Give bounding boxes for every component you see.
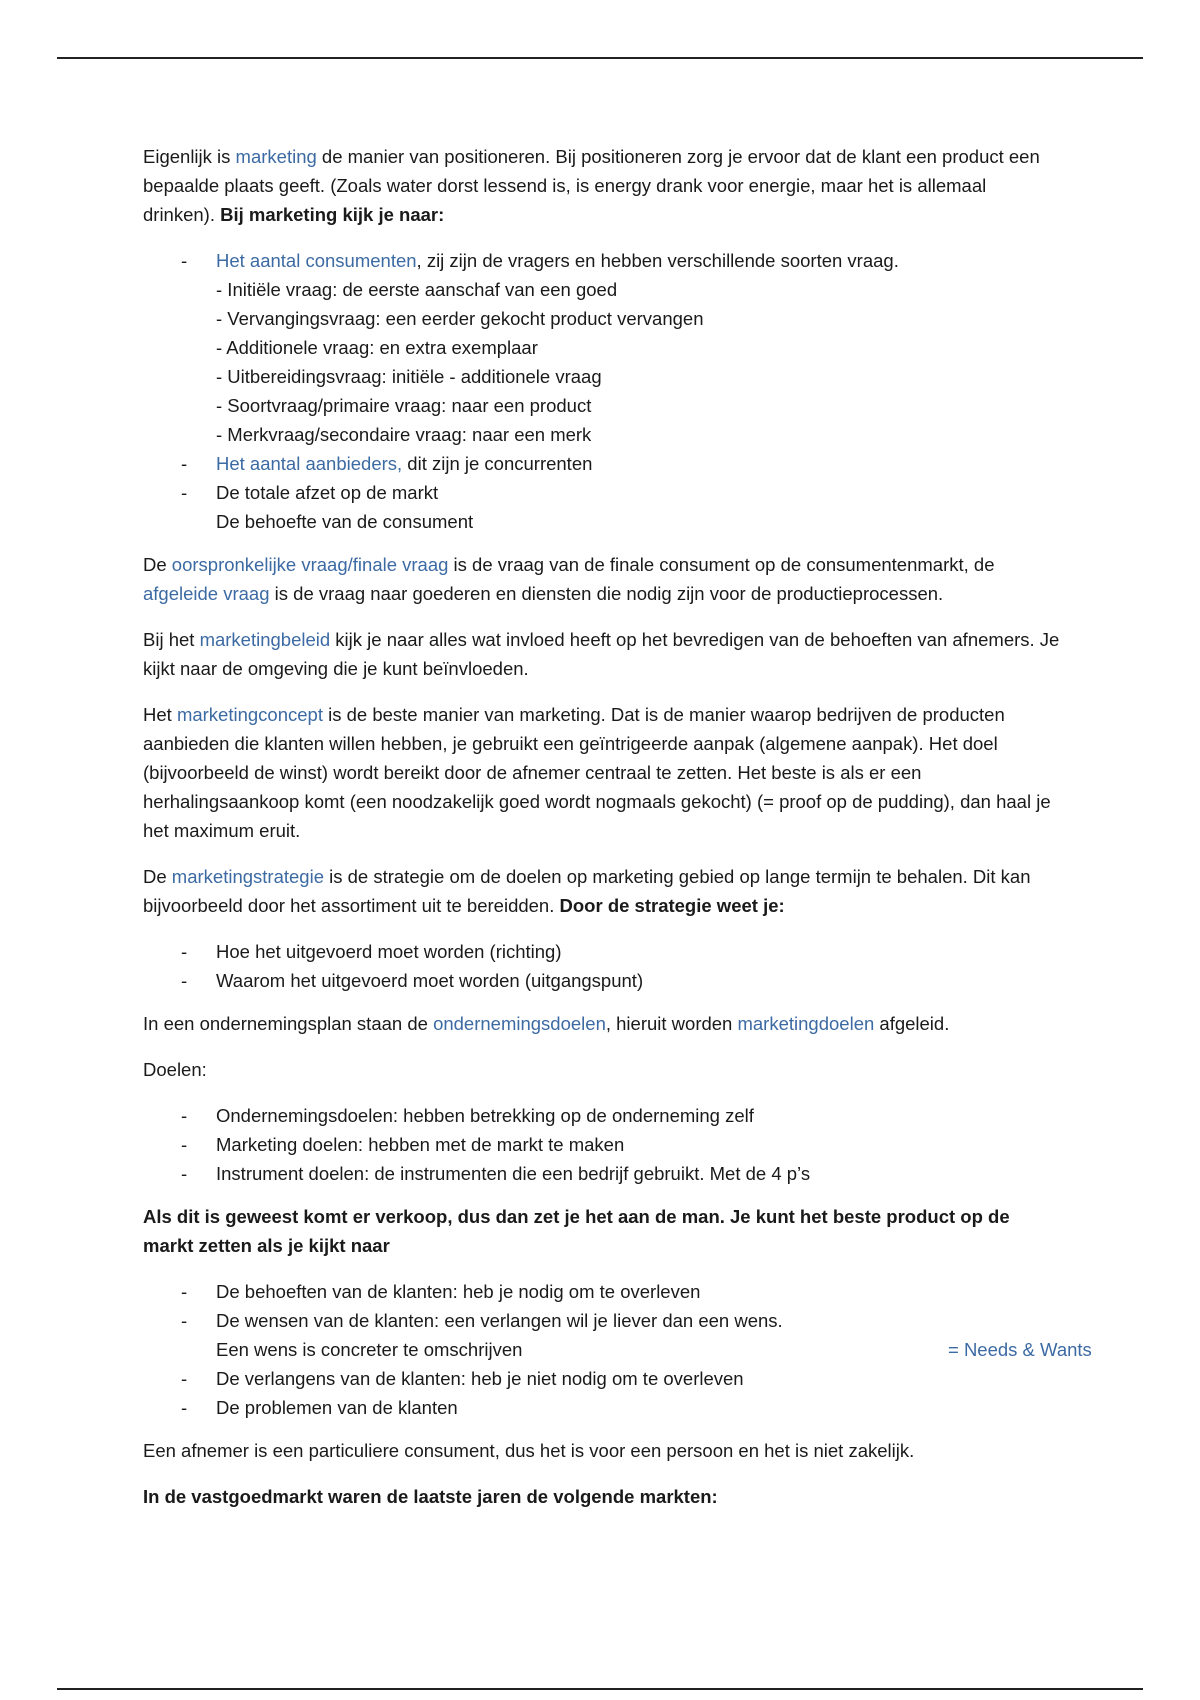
sub-item: - Merkvraag/secondaire vraag: naar een merk [216,424,592,445]
needs-wants-note: = Needs & Wants [948,1339,1092,1360]
list-item: - Waarom het uitgevoerd moet worden (uitgangspunt) [143,966,1063,995]
header-rule [57,57,1143,59]
list-item: De behoefte van de consument [216,511,474,532]
sub-item: - Initiële vraag: de eerste aanschaf van een goed [216,279,618,300]
paragraph-customer: Een afnemer is een particuliere consument, dus het is voor een persoon en het is niet zakelijk. [143,1440,915,1461]
list-item: - De behoeften van de klanten: heb je nodig om te overleven [143,1277,1063,1306]
document-page [143,142,1092,1528]
paragraph-marketing-policy: Bij het marketingbeleid kijk je naar alles wat invloed heeft op het bevredigen van de behoeften van afnemers. Je kijkt naar de omgeving die je kunt beïnvloeden. [143,629,1060,679]
paragraph-real-estate: In de vastgoedmarkt waren de laatste jaren de volgende markten: [143,1486,718,1507]
goals-list [143,1101,1063,1188]
footer-rule [57,1688,1143,1690]
sub-item: - Soortvraag/primaire vraag: naar een product [216,395,592,416]
keyword-marketing: marketing [235,146,317,167]
paragraph-sales: Als dit is geweest komt er verkoop, dus dan zet je het aan de man. Je kunt het beste product op de markt zetten als je kijkt naar [143,1206,1010,1256]
paragraph-positioning: Eigenlijk is marketing de manier van positioneren. Bij positioneren zorg je ervoor dat de klant een product een bepaalde plaats geeft. (Zoals water dorst lessend is, is energy drank voor energie, maar het is allemaal drinken). Bij marketing kijk je naar: [143,146,1040,225]
sub-item: - Additionele vraag: en extra exemplaar [216,337,538,358]
list-item: - Hoe het uitgevoerd moet worden (richting) [143,937,1063,966]
list-item: - De wensen van de klanten: een verlangen wil je liever dan een wens. Een wens is concreter te omschrijven = Needs & Wants [143,1306,1063,1364]
sub-item: - Uitbereidingsvraag: initiële - additionele vraag [216,366,602,387]
sub-item: - Vervangingsvraag: een eerder gekocht product vervangen [216,308,704,329]
paragraph-business-plan: In een ondernemingsplan staan de ondernemingsdoelen, hieruit worden marketingdoelen afgeleid. [143,1013,950,1034]
list-item: - De totale afzet op de markt [143,478,1063,507]
list-item: - Ondernemingsdoelen: hebben betrekking op de onderneming zelf [143,1101,1063,1130]
list-item: - Het aantal consumenten, zij zijn de vragers en hebben verschillende soorten vraag. - Initiële vraag: de eerste aanschaf van een goed - Vervangingsvraag: een eerder gekocht product vervangen - Additionele vraag: en extra exemplaar - Uitbereidingsvraag: initiële - additionele vraag - Soortvraag/primaire vraag: naar een product - Merkvraag/secondaire vraag: naar een merk [143,246,1063,449]
paragraph-goals-label: Doelen: [143,1059,207,1080]
list-item: - Marketing doelen: hebben met de markt te maken [143,1130,1063,1159]
list-item: - De verlangens van de klanten: heb je niet nodig om te overleven [143,1364,1063,1393]
market-factors-list [143,246,1063,536]
paragraph-demand: De oorspronkelijke vraag/finale vraag is de vraag van de finale consument op de consumentenmarkt, de afgeleide vraag is de vraag naar goederen en diensten die nodig zijn voor de productieprocessen. [143,554,995,604]
list-item: - Instrument doelen: de instrumenten die een bedrijf gebruikt. Met de 4 p’s [143,1159,1063,1188]
list-item: - Het aantal aanbieders, dit zijn je concurrenten [143,449,1063,478]
customer-list [143,1277,1092,1422]
paragraph-marketing-concept: Het marketingconcept is de beste manier van marketing. Dat is de manier waarop bedrijven de producten aanbieden die klanten willen hebben, je gebruikt een geïntrigeerde aanpak (algemene aanpak). Het doel (bijvoorbeeld de winst) wordt bereikt door de afnemer centraal te zetten. Het beste is als er een herhalingsaankoop komt (een noodzakelijk goed wordt nogmaals gekocht) (= proof op de pudding), dan haal je het maximum eruit. [143,704,1051,841]
paragraph-marketing-strategy: De marketingstrategie is de strategie om de doelen op marketing gebied op lange termijn te behalen. Dit kan bijvoorbeeld door het assortiment uit te bereidden. Door de strategie weet je: [143,866,1031,916]
strategy-list [143,937,1063,995]
list-item: - De problemen van de klanten [143,1393,1063,1422]
